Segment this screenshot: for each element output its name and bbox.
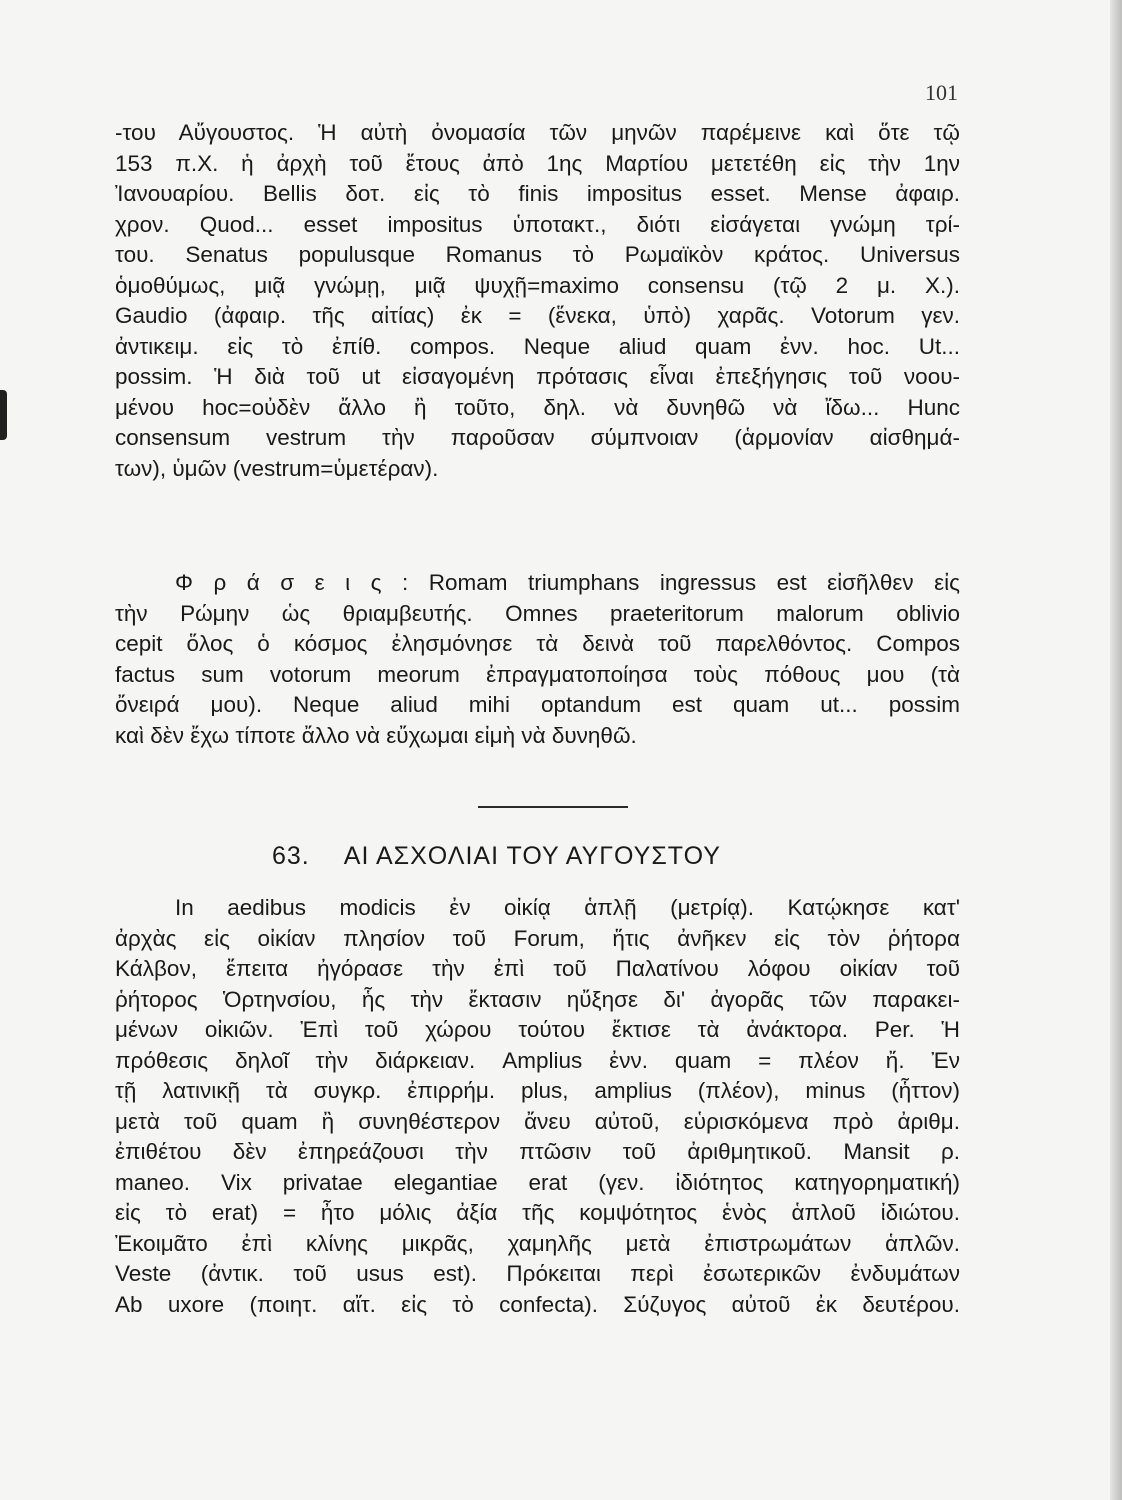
- section-title: ΑΙ ΑΣΧΟΛΙΑΙ ΤΟΥ ΑΥΓΟΥΣΤΟΥ: [343, 842, 721, 870]
- text-line: -του Αὔγουστος. Ἡ αὐτὴ ὀνομασία τῶν μηνῶν παρέμεινε καὶ ὅτε τῷ: [115, 120, 960, 145]
- text-line: των), ὑμῶν (vestrum=ὑμετέραν).: [115, 455, 439, 481]
- commentary-paragraph-3: [115, 893, 960, 1320]
- text-line: cepit ὅλος ὁ κόσμος ἐλησμόνησε τὰ δεινὰ τοῦ παρελθόντος. Compos: [115, 631, 960, 656]
- text-line: μένων οἰκιῶν. Ἐπὶ τοῦ χώρου τούτου ἔκτισε τὰ ἀνάκτορα. Per. Ἡ: [115, 1017, 960, 1042]
- text-line: μετὰ τοῦ quam ἢ συνηθέστερον ἄνευ αὐτοῦ, εὑρισκόμενα πρὸ ἀριθμ.: [115, 1108, 960, 1134]
- text-line: Κάλβον, ἔπειτα ἠγόρασε τὴν ἐπὶ τοῦ Παλατίνου λόφου οἰκίαν τοῦ: [115, 956, 960, 981]
- text-line: Φ ρ ά σ ε ι ς : Romam triumphans ingressus est εἰσῆλθεν εἰς: [175, 570, 960, 595]
- text-line: του. Senatus populusque Romanus τὸ Ρωμαϊκὸν κράτος. Universus: [115, 242, 960, 267]
- phrases-paragraph: [115, 568, 960, 751]
- binding-mark: [0, 390, 7, 440]
- text-line: τὴν Ρώμην ὡς θριαμβευτής. Omnes praeteritorum malorum oblivio: [115, 600, 960, 626]
- text-line: καὶ δὲν ἔχω τίποτε ἄλλο νὰ εὔχωμαι εἰμὴ νὰ δυνηθῶ.: [115, 722, 637, 748]
- text-line: factus sum votorum meorum ἐπραγματοποίησα τοὺς πόθους μου (τὰ: [115, 661, 960, 687]
- section-heading: [272, 842, 721, 871]
- text-line: πρόθεσις δηλοῖ τὴν διάρκειαν. Amplius ἐνν. quam = πλέον ἤ. Ἐν: [115, 1047, 960, 1073]
- section-number: 63.: [272, 842, 310, 870]
- text-line: Ἰανουαρίου. Bellis δοτ. εἰς τὸ finis impositus esset. Mense ἀφαιρ.: [115, 181, 960, 206]
- text-line: χρον. Quod... esset impositus ὑποτακτ., διότι εἰσάγεται γνώμη τρί-: [115, 211, 960, 237]
- commentary-paragraph-1: [115, 118, 960, 484]
- text-line: Veste (ἀντικ. τοῦ usus est). Πρόκειται περὶ ἐσωτερικῶν ἐνδυμάτων: [115, 1261, 960, 1286]
- text-line: ἀρχὰς εἰς οἰκίαν πλησίον τοῦ Forum, ἥτις ἀνῆκεν εἰς τὸν ῥήτορα: [115, 925, 960, 951]
- text-line: ῥήτορος Ὁρτηνσίου, ἧς τὴν ἔκτασιν ηὔξησε δι' ἀγορᾶς τῶν παρακει-: [115, 986, 960, 1012]
- text-line: ἀντικειμ. εἰς τὸ ἐπίθ. compos. Neque aliud quam ἐνν. hoc. Ut...: [115, 333, 960, 359]
- page-number: 101: [925, 80, 958, 105]
- text-line: μένου hoc=οὐδὲν ἄλλο ἢ τοῦτο, δηλ. νὰ δυνηθῶ νὰ ἴδω... Hunc: [115, 394, 960, 420]
- text-line: maneo. Vix privatae elegantiae erat (γεν. ἰδιότητος κατηγορηματική): [115, 1169, 960, 1195]
- text-line: Gaudio (ἀφαιρ. τῆς αἰτίας) ἐκ = (ἕνεκα, ὑπὸ) χαρᾶς. Votorum γεν.: [115, 303, 960, 328]
- text-line: possim. Ἡ διὰ τοῦ ut εἰσαγομένη πρότασις εἶναι ἐπεξήγησις τοῦ νοου-: [115, 364, 960, 389]
- text-line: τῇ λατινικῇ τὰ συγκρ. ἐπιρρήμ. plus, amplius (πλέον), minus (ἧττον): [115, 1078, 960, 1103]
- text-line: 153 π.Χ. ἡ ἀρχὴ τοῦ ἔτους ἀπὸ 1ης Μαρτίου μετετέθη εἰς τὴν 1ην: [115, 150, 960, 176]
- text-line: In aedibus modicis ἐν οἰκίᾳ ἁπλῇ (μετρίᾳ). Κατῴκησε κατ': [175, 895, 960, 920]
- text-line: ὄνειρά μου). Neque aliud mihi optandum est quam ut... possim: [115, 692, 960, 717]
- text-line: consensum vestrum τὴν παροῦσαν σύμπνοιαν (ἁρμονίαν αἰσθημά-: [115, 425, 960, 450]
- page-edge-shadow: [1110, 0, 1122, 1500]
- text-line: ἐπιθέτου δὲν ἐπηρεάζουσι τὴν πτῶσιν τοῦ ἀριθμητικοῦ. Mansit ρ.: [115, 1139, 960, 1164]
- section-divider: [478, 806, 628, 808]
- text-line: εἰς τὸ erat) = ἦτο μόλις ἀξία τῆς κομψότητος ἑνὸς ἁπλοῦ ἰδιώτου.: [115, 1200, 960, 1225]
- text-line: Ab uxore (ποιητ. αἴτ. εἰς τὸ confecta). Σύζυγος αὐτοῦ ἐκ δευτέρου.: [115, 1291, 960, 1317]
- text-line: Ἐκοιμᾶτο ἐπὶ κλίνης μικρᾶς, χαμηλῆς μετὰ ἐπιστρωμάτων ἁπλῶν.: [115, 1230, 960, 1256]
- text-line: ὁμοθύμως, μιᾷ γνώμῃ, μιᾷ ψυχῇ=maximo consensu (τῷ 2 μ. Χ.).: [115, 272, 960, 298]
